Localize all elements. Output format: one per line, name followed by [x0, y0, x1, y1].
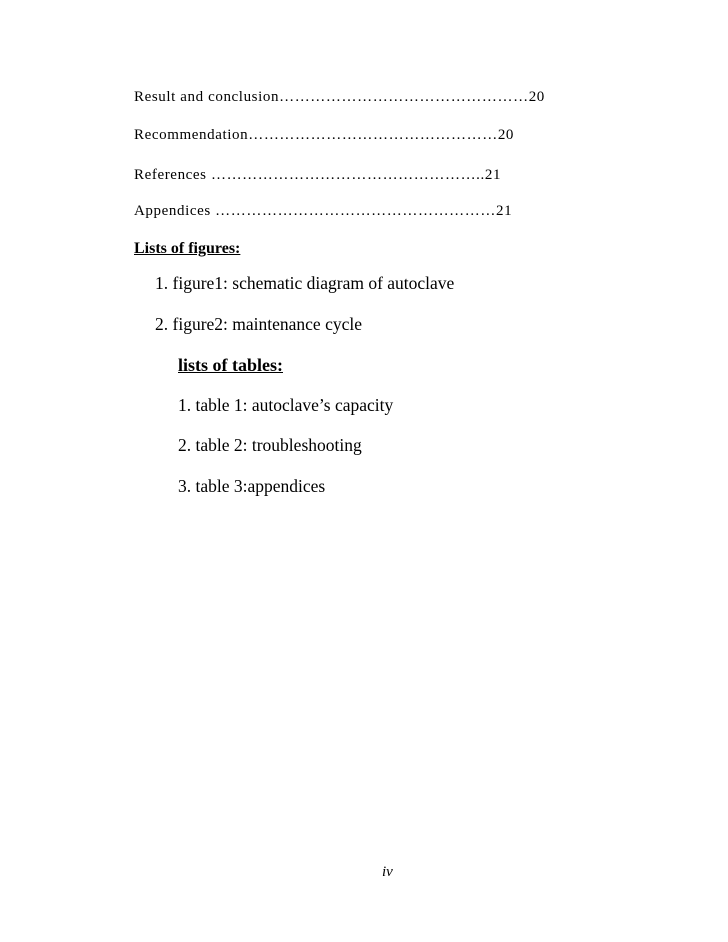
- toc-entry-page: 20: [528, 89, 545, 105]
- toc-entry-appendices: [134, 202, 512, 220]
- toc-entry-result-conclusion: [134, 88, 545, 106]
- toc-entry-page: 21: [495, 203, 513, 219]
- toc-entry-title: Result and conclusion: [134, 89, 280, 105]
- toc-entry-references: [134, 166, 501, 184]
- toc-entry-page: 20: [497, 127, 515, 143]
- toc-entry-leader: ……………………………………………..: [210, 167, 485, 183]
- toc-entry-title: Recommendation: [134, 127, 249, 143]
- toc-entry-title: References: [134, 167, 211, 183]
- figure-list-item: 1. figure1: schematic diagram of autoclave: [155, 273, 455, 293]
- toc-entry-title: Appendices: [134, 203, 216, 219]
- table-list-item: 3. table 3:appendices: [178, 476, 326, 496]
- table-list-item: 2. table 2: troubleshooting: [178, 435, 362, 455]
- toc-entry-page: 21: [484, 167, 502, 183]
- figure-list-item: 2. figure2: maintenance cycle: [155, 314, 362, 334]
- tables-heading: lists of tables:: [178, 355, 283, 375]
- table-list-item: 1. table 1: autoclave’s capacity: [178, 395, 394, 415]
- page-number: iv: [382, 864, 393, 880]
- figures-heading: Lists of figures:: [134, 240, 241, 257]
- toc-entry-leader: …………………………………………: [279, 89, 529, 105]
- toc-entry-leader: ………………………………………………: [215, 203, 496, 219]
- toc-entry-leader: …………………………………………: [248, 127, 498, 143]
- toc-entry-recommendation: [134, 126, 514, 144]
